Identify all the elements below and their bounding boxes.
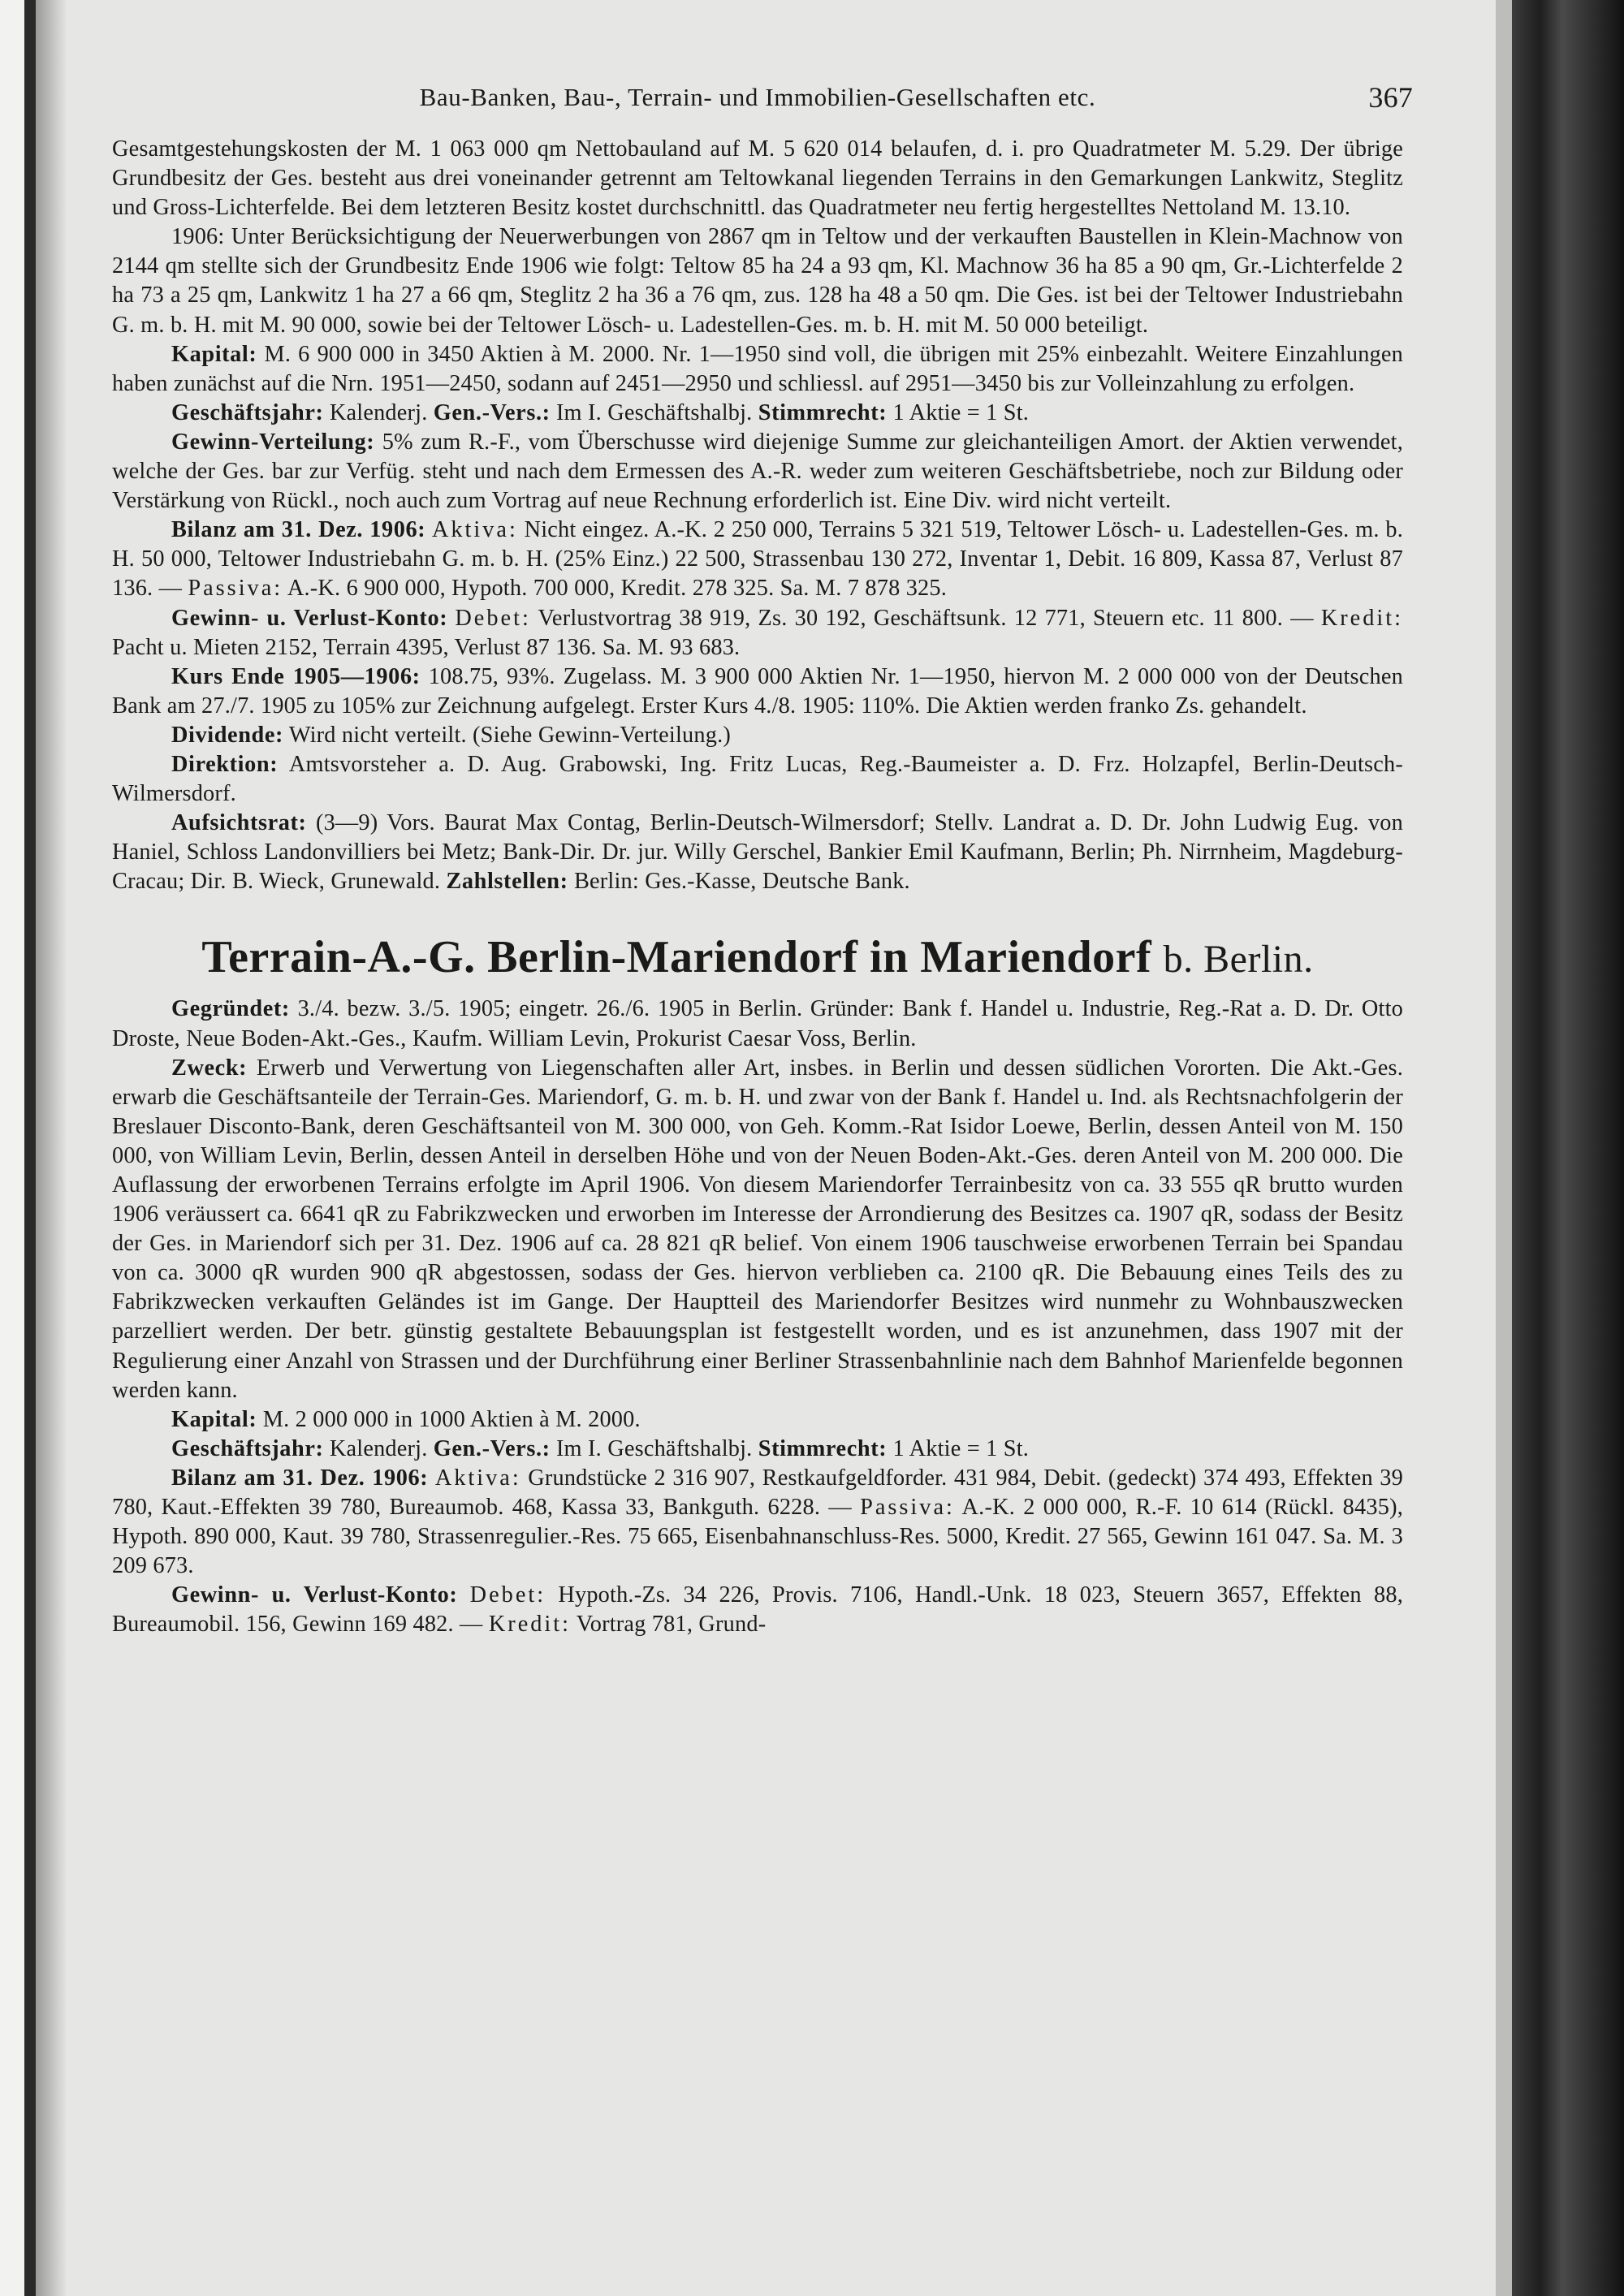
prev-guv-kredit: Pacht u. Mieten 2152, Terrain 4395, Verlust 87 136. Sa. M. 93 683. — [112, 634, 741, 660]
prev-kurs — [112, 662, 1403, 721]
page-number: 367 — [1368, 81, 1413, 114]
prev-kapital-label: Kapital: — [171, 341, 257, 367]
company-kapital-text: M. 2 000 000 in 1000 Aktien à M. 2000. — [262, 1406, 641, 1432]
company-zweck-label: Zweck: — [171, 1055, 248, 1081]
scan-left-binding-edge — [24, 0, 36, 2296]
prev-gj-text: Kalenderj. — [329, 399, 428, 425]
company-guv-kredit: Vortrag 781, Grund- — [576, 1612, 767, 1638]
prev-ar-label: Aufsichtsrat: — [171, 810, 307, 836]
scan-left-shadow — [36, 0, 68, 2296]
company-kapital-label: Kapital: — [171, 1406, 257, 1432]
prev-bilanz-label: Bilanz am 31. Dez. 1906: — [171, 517, 426, 543]
company-gewinn-verlust-konto — [112, 1581, 1403, 1639]
prev-gewinn-verlust-konto — [112, 604, 1403, 662]
company-bilanz — [112, 1464, 1403, 1581]
prev-paragraph-1906: 1906: Unter Berücksichtigung der Neuerwerbungen von 2867 qm in Teltow und der verkauften Baustellen in Klein-Machnow von 2144 qm stellte sich der Grundbesitz Ende 1906 wie folgt: Teltow 85 ha 24 a 93 qm, Kl. Machnow 36 ha 85 a 90 qm, Gr.-Lichterfelde 2 ha 73 a 25 qm, Lankwitz 1 ha 27 a 66 qm, Steglitz 2 ha 36 a 76 qm, zus. 128 ha 48 a 50 qm. Die Ges. ist bei der Teltower Industriebahn G. m. b. H. mit M. 90 000, sowie bei der Teltower Lösch- u. Ladestellen-Ges. m. b. H. mit M. 50 000 beteiligt. — [112, 224, 1403, 338]
company-st-text: 1 Aktie = 1 St. — [892, 1435, 1030, 1461]
prev-paragraph-1: Gesamtgestehungskosten der M. 1 063 000 qm Nettobauland auf M. 5 620 014 belaufen, d. i. pro Quadratmeter M. 5.29. Der übrige Grundbesitz der Ges. besteht aus drei voneinander getrennt am Teltowkanal liegenden Terrains in den Gemarkungen Lankwitz, Steglitz und Gross-Lichterfelde. Bei dem letzteren Besitz kostet durchschnittl. das Quadratmeter neu fertig hergestelltes Nettoland M. 13.10. — [112, 136, 1403, 221]
prev-div-label: Dividende: — [171, 722, 284, 748]
company-gv-text: Im I. Geschäftshalbj. — [555, 1435, 753, 1461]
prev-gv-label: Gen.-Vers.: — [433, 399, 551, 425]
company-gegr-text: 3./4. bezw. 3./5. 1905; eingetr. 26./6. 1905 in Berlin. Gründer: Bank f. Handel u. Industrie, Reg.-Rat a. D. Dr. Otto Droste, Neue Boden-Akt.-Ges., Kaufm. William Levin, Prokurist Caesar Voss, Berlin. — [112, 996, 1403, 1051]
prev-kapital — [112, 340, 1403, 399]
company-guv-label: Gewinn- u. Verlust-Konto: — [171, 1582, 458, 1608]
company-zweck-text: Erwerb und Verwertung von Liegenschaften aller Art, insbes. in Berlin und dessen südlichen Vororten. Die Akt.-Ges. erwarb die Geschäftsanteile der Terrain-Ges. Mariendorf, G. m. b. H. und zwar von der Bank f. Handel u. Ind. als Rechtsnachfolgerin der Breslauer Disconto-Bank, deren Geschäftsanteil von M. 300 000, von Geh. Komm.-Rat Isidor Loewe, Berlin, dessen Anteil von M. 150 000, von William Levin, Berlin, dessen Anteil in derselben Höhe und von der Neuen Boden-Akt.-Ges. deren Anteil von M. 200 000. Die Auflassung der erworbenen Terrains erfolgte im April 1906. Von diesem Mariendorfer Terrainbesitz von ca. 33 555 qR brutto wurden 1906 veräussert ca. 6641 qR zu Fabrikzwecken und erworben im Interesse der Arrondierung des Besitzes ca. 1907 qR, sodass der Besitz der Ges. in Mariendorf sich per 31. Dez. 1906 auf ca. 28 821 qR belief. Von einem 1906 tauschweise erworbenen Terrain bei Spandau von ca. 3000 qR wurden 900 qR abgestossen, sodass der Ges. hiervon verblieben ca. 2100 qR. Die Bebauung eines Teils des zu Fabrikzwecken verkauften Geländes ist im Gange. Der Hauptteil des Mariendorfer Besitzes wird nunmehr zu Wohnbauszwecken parzelliert werden. Der betr. günstig gestaltete Bebauungsplan ist festgestellt worden, und es ist anzunehmen, dass 1907 mit der Regulierung einer Anzahl von Strassen und der Durchführung einer Berliner Strassenbahnlinie nach dem Bahnhof Marienfelde begonnen werden kann. — [112, 1055, 1403, 1403]
scan-left-margin — [0, 0, 24, 2296]
company-passiva-label: Passiva: — [860, 1495, 955, 1521]
company-bilanz-label: Bilanz am 31. Dez. 1906: — [171, 1465, 429, 1491]
prev-guv-label: Gewinn- u. Verlust-Konto: — [171, 605, 448, 631]
company-bilanz-aktiva: Grundstücke 2 316 907, Restkaufgeldforder. 431 984, Debit. (gedeckt) 374 493, Effekten 39 780, Kaut.-Effekten 39 780, Bureaumob. 468, Kassa 33, Bankguth. 6228. — — [112, 1465, 1403, 1521]
company-bilanz-passiva: A.-K. 2 000 000, R.-F. 10 614 (Rückl. 8435), Hypoth. 890 000, Kaut. 39 780, Strassenregulier.-Res. 75 665, Eisenbahnanschluss-Res. 5000, Kredit. 27 565, Gewinn 161 047. Sa. M. 3 209 673. — [112, 1495, 1403, 1579]
prev-zs-label: Zahlstellen: — [446, 869, 568, 895]
prev-kurs-text: 108.75, 93%. Zugelass. M. 3 900 000 Aktien Nr. 1—1950, hiervon M. 2 000 000 von der Deutschen Bank am 27./7. 1905 zu 105% zur Zeichnung aufgelegt. Erster Kurs 4./8. 1905: 110%. Die Aktien werden franko Zs. gehandelt. — [112, 663, 1403, 719]
company-debet-label: Debet: — [469, 1582, 546, 1608]
running-title: Bau-Banken, Bau-, Terrain- und Immobilien-Gesellschaften etc. — [419, 83, 1096, 111]
prev-bilanz-aktiva: Nicht eingez. A.-K. 2 250 000, Terrains 5 321 519, Teltower Lösch- u. Ladestellen-Ges. m. b. H. 50 000, Teltower Industriebahn G. m. b. H. (25% Einz.) 22 500, Strassenbau 130 272, Inventar 1, Debit. 16 809, Kassa 87, Verlust 87 136. — — [112, 517, 1403, 602]
prev-aktiva-label: Aktiva: — [431, 517, 518, 543]
prev-aufsichtsrat — [112, 809, 1403, 896]
prev-kurs-label: Kurs Ende 1905—1906: — [171, 663, 421, 689]
prev-ar-text: (3—9) Vors. Baurat Max Contag, Berlin-Deutsch-Wilmersdorf; Stellv. Landrat a. D. Dr. John Ludwig Eug. von Haniel, Schloss Landonvilliers bei Metz; Bank-Dir. Dr. jur. Willy Gerschel, Bankier Emil Kaufmann, Berlin; Ph. Nirrnheim, Magdeburg-Cracau; Dir. B. Wieck, Grunewald. — [112, 810, 1403, 895]
company-heading — [112, 930, 1403, 986]
company-guv-debet: Hypoth.-Zs. 34 226, Provis. 7106, Handl.-Unk. 18 023, Steuern 3657, Effekten 88, Bureaumobil. 156, Gewinn 169 482. — — [112, 1582, 1403, 1638]
prev-direktion — [112, 750, 1403, 809]
company-kredit-label: Kredit: — [488, 1612, 571, 1638]
prev-geschaeftsjahr — [112, 399, 1403, 428]
prev-gewv-label: Gewinn-Verteilung: — [171, 429, 375, 455]
document-page — [112, 75, 1413, 1640]
prev-kapital-text: M. 6 900 000 in 3450 Aktien à M. 2000. Nr. 1—1950 sind voll, die übrigen mit 25% einbezahlt. Weitere Einzahlungen haben zunächst auf die Nrn. 1951—2450, sodann auf 2451—2950 und schliessl. auf 2951—3450 bis zur Volleinzahlung zu erfolgen. — [112, 341, 1403, 396]
company-title-suffix: b. Berlin. — [1163, 938, 1314, 982]
scan-right-dark-border — [1512, 0, 1624, 2296]
prev-passiva-label: Passiva: — [188, 576, 283, 602]
running-header — [112, 81, 1413, 135]
company-aktiva-label: Aktiva: — [434, 1465, 521, 1491]
prev-dir-label: Direktion: — [171, 751, 279, 777]
prev-dir-text: Amtsvorsteher a. D. Aug. Grabowski, Ing. Fritz Lucas, Reg.-Baumeister a. D. Frz. Holzapfel, Berlin-Deutsch-Wilmersdorf. — [112, 751, 1403, 807]
company-gegr-label: Gegründet: — [171, 996, 290, 1022]
prev-gewinn-verteilung — [112, 428, 1403, 516]
prev-bilanz-passiva: A.-K. 6 900 000, Hypoth. 700 000, Kredit. 278 325. Sa. M. 7 878 325. — [287, 576, 948, 602]
company-gj-label: Geschäftsjahr: — [171, 1435, 324, 1461]
prev-zs-text: Berlin: Ges.-Kasse, Deutsche Bank. — [573, 869, 910, 895]
prev-guv-debet: Verlustvortrag 38 919, Zs. 30 192, Geschäftsunk. 12 771, Steuern etc. 11 800. — — [538, 605, 1314, 631]
prev-dividende — [112, 721, 1403, 750]
scan-right-page-edge — [1496, 0, 1512, 2296]
prev-bilanz — [112, 516, 1403, 603]
prev-gewv-text: 5% zum R.-F., vom Überschusse wird diejenige Summe zur gleichanteiligen Amort. der Aktien verwendet, welche der Ges. bar zur Verfüg. steht und nach dem Ermessen des A.-R. weder zum weiteren Geschäftsbetriebe, noch zur Bildung oder Verstärkung von Rückl., noch auch zum Vortrag auf neue Rechnung erforderlich ist. Eine Div. wird nicht verteilt. — [112, 429, 1403, 514]
prev-gv-text: Im I. Geschäftshalbj. — [555, 399, 753, 425]
company-zweck — [112, 1054, 1403, 1405]
company-st-label: Stimmrecht: — [758, 1435, 888, 1461]
company-gv-label: Gen.-Vers.: — [433, 1435, 551, 1461]
company-geschaeftsjahr — [112, 1435, 1403, 1464]
prev-kredit-label: Kredit: — [1320, 605, 1403, 631]
company-kapital — [112, 1405, 1403, 1435]
company-title: Terrain-A.-G. Berlin-Mariendorf in Mariendorf — [201, 932, 1152, 983]
prev-div-text: Wird nicht verteilt. (Siehe Gewinn-Verteilung.) — [288, 722, 731, 748]
company-gegruendet — [112, 995, 1403, 1053]
prev-debet-label: Debet: — [455, 605, 531, 631]
company-gj-text: Kalenderj. — [329, 1435, 428, 1461]
prev-st-label: Stimmrecht: — [758, 399, 888, 425]
prev-st-text: 1 Aktie = 1 St. — [892, 399, 1030, 425]
prev-gj-label: Geschäftsjahr: — [171, 399, 324, 425]
